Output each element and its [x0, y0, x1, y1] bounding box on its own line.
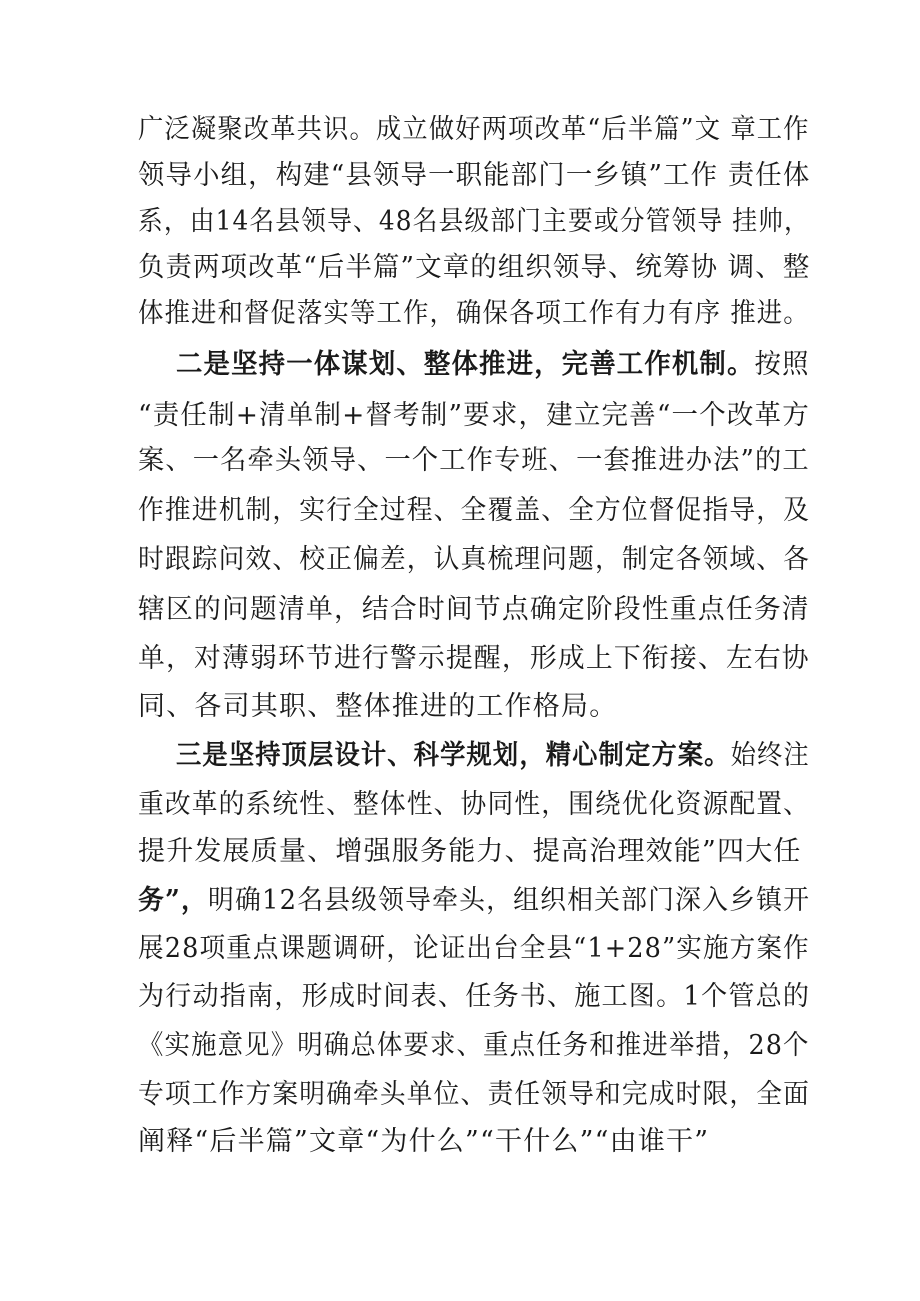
text-line [138, 443, 810, 479]
paragraph-heading: 二是坚持一体谋划、整体推进，完善工作机制。 [176, 349, 755, 380]
line-text: 单，对薄弱环节进行警示提醒，形成上下衔接、左右协 [138, 643, 810, 674]
text-line [138, 883, 810, 919]
line-text: 负责两项改革“后半篇”文章的组织领导、统筹协 调、整 [138, 252, 811, 283]
text-line [138, 204, 810, 240]
line-text: 明确12名县级领导牵头，组织相关部门深入乡镇开 [208, 885, 811, 916]
text-line [138, 834, 802, 870]
text-line [138, 493, 810, 529]
line-text: 《实施意见》明确总体要求、重点任务和推进举措，28个 [138, 1030, 810, 1061]
line-text: “责任制+清单制+督考制”要求，建立完善“一个改革方 [138, 400, 810, 431]
line-text: 作推进机制，实行全过程、全覆盖、全方位督促指导，及 [138, 495, 810, 526]
line-text: 广泛凝聚改革共识。成立做好两项改革“后半篇”文 章工作 [138, 114, 810, 145]
line-text: 重改革的系统性、整体性、协同性，围绕优化资源配置、 [138, 789, 810, 820]
line-text: 阐释“后半篇”文章“为什么”“干什么”“由谁干” [138, 1126, 710, 1157]
paragraph-heading-line [176, 347, 810, 383]
text-line [138, 250, 810, 286]
line-text: 领导小组，构建“县领导一职能部门一乡镇”工作 责任体 [138, 160, 811, 191]
line-text: 展28项重点课题调研，论证出台全县“1+28”实施方案作 [138, 933, 810, 964]
text-line [138, 1028, 810, 1064]
text-line [138, 542, 810, 578]
bold-fragment: 务”， [138, 885, 209, 916]
text-line [138, 689, 617, 725]
text-line [138, 296, 810, 332]
paragraph-heading: 三是坚持顶层设计、科学规划，精心制定方案。 [176, 740, 731, 771]
text-line [138, 641, 810, 677]
text-line [138, 592, 810, 628]
text-line [138, 398, 810, 434]
text-line [138, 787, 810, 823]
line-text: 同、各司其职、整体推进的工作格局。 [138, 691, 618, 722]
paragraph-heading-line [176, 738, 810, 774]
line-text: 按照 [754, 349, 810, 380]
line-text: 为行动指南，形成时间表、任务书、施工图。1个管总的 [138, 981, 811, 1012]
text-line [138, 112, 810, 148]
line-text: 辖区的问题清单，结合时间节点确定阶段性重点任务清 [138, 594, 810, 625]
text-line [138, 1124, 709, 1160]
line-text: 提升发展质量、增强服务能力、提高治理效能”四大任 [138, 836, 802, 867]
line-text: 案、一名牵头领导、一个工作专班、一套推进办法”的工 [138, 445, 810, 476]
line-text: 专项工作方案明确牵头单位、责任领导和完成时限，全面 [138, 1079, 810, 1110]
text-line [138, 158, 810, 194]
text-line [138, 931, 810, 967]
text-line [138, 979, 810, 1015]
line-text: 系，由14名县领导、48名县级部门主要或分管领导 挂帅， [138, 206, 810, 237]
text-line [138, 1077, 810, 1113]
line-text: 始终注 [730, 740, 810, 771]
line-text: 体推进和督促落实等工作，确保各项工作有力有序 推进。 [138, 298, 810, 329]
line-text: 时跟踪问效、校正偏差，认真梳理问题，制定各领域、各 [138, 544, 810, 575]
